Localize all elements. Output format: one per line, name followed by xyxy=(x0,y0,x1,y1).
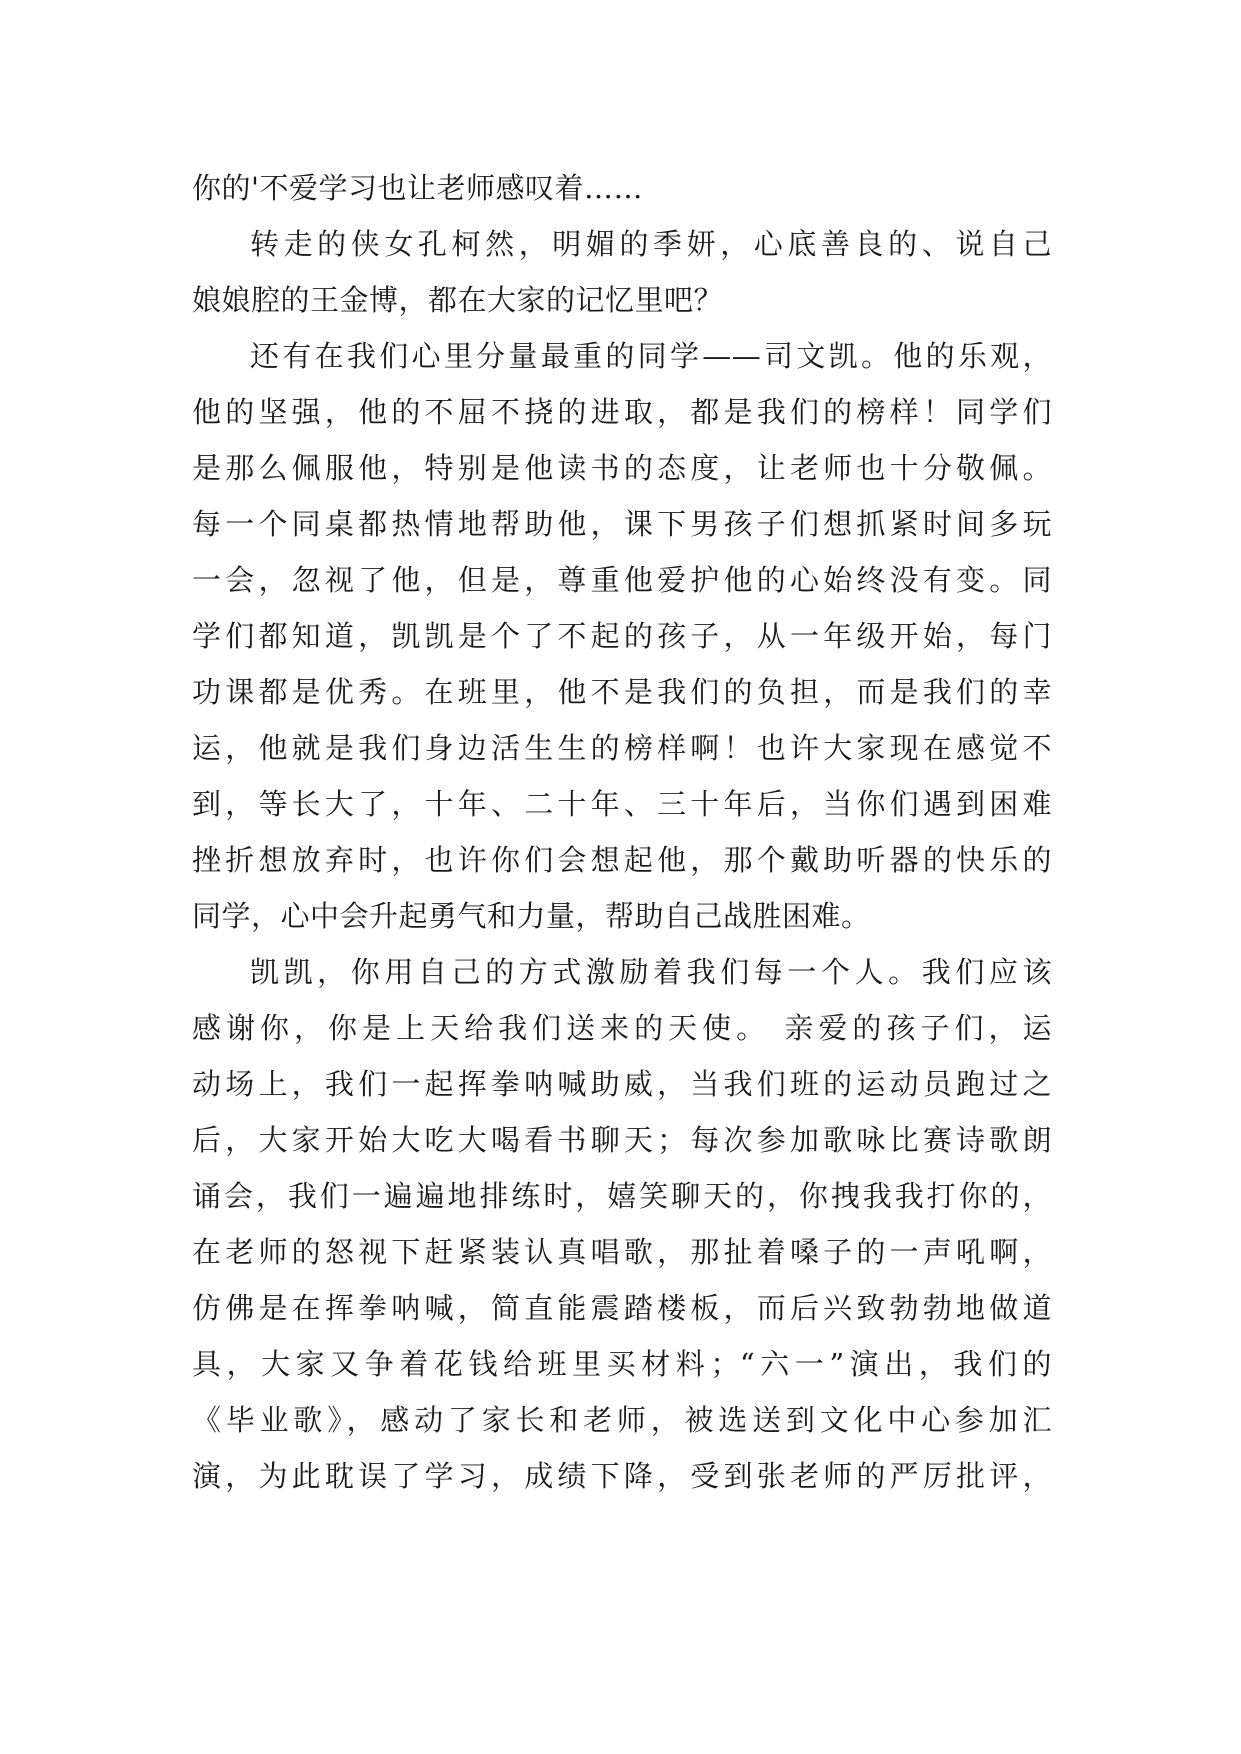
text-line: 在老师的怒视下赶紧装认真唱歌，那扯着嗓子的一声吼啊， xyxy=(192,1235,1052,1269)
text-line: 到，等长大了，十年、二十年、三十年后，当你们遇到困难 xyxy=(192,787,1052,821)
text-line: 挫折想放弃时，也许你们会想起他，那个戴助听器的快乐的 xyxy=(192,843,1052,877)
text-line: 诵会，我们一遍遍地排练时，嬉笑聊天的，你拽我我打你的， xyxy=(192,1179,1052,1213)
text-line: 凯凯，你用自己的方式激励着我们每一个人。我们应该 xyxy=(250,955,1052,989)
text-line: 后，大家开始大吃大喝看书聊天；每次参加歌咏比赛诗歌朗 xyxy=(192,1123,1052,1157)
text-line: 他的坚强，他的不屈不挠的进取，都是我们的榜样！同学们 xyxy=(192,395,1052,429)
text-line: 转走的侠女孔柯然，明媚的季妍，心底善良的、说自己 xyxy=(250,227,1052,261)
text-line: 《毕业歌》，感动了家长和老师，被选送到文化中心参加汇 xyxy=(192,1403,1052,1437)
text-line: 每一个同桌都热情地帮助他，课下男孩子们想抓紧时间多玩 xyxy=(192,507,1052,541)
text-line: 功课都是优秀。在班里，他不是我们的负担，而是我们的幸 xyxy=(192,675,1052,709)
text-line: 是那么佩服他，特别是他读书的态度，让老师也十分敬佩。 xyxy=(192,451,1052,485)
text-line: 同学，心中会升起勇气和力量，帮助自己战胜困难。 xyxy=(192,899,871,933)
text-line: 运，他就是我们身边活生生的榜样啊！也许大家现在感觉不 xyxy=(192,731,1052,765)
text-line: 还有在我们心里分量最重的同学——司文凯。他的乐观， xyxy=(250,339,1052,373)
text-line: 学们都知道，凯凯是个了不起的孩子，从一年级开始，每门 xyxy=(192,619,1052,653)
text-line: 演，为此耽误了学习，成绩下降，受到张老师的严厉批评， xyxy=(192,1459,1052,1493)
text-line: 仿佛是在挥拳呐喊，简直能震踏楼板，而后兴致勃勃地做道 xyxy=(192,1291,1052,1325)
text-line: 感谢你，你是上天给我们送来的天使。 亲爱的孩子们，运 xyxy=(192,1011,1052,1045)
body-text xyxy=(192,160,1052,1504)
text-line: 动场上，我们一起挥拳呐喊助威，当我们班的运动员跑过之 xyxy=(192,1067,1052,1101)
text-line: 一会，忽视了他，但是，尊重他爱护他的心始终没有变。同 xyxy=(192,563,1052,597)
text-line: 娘娘腔的王金博，都在大家的记忆里吧？ xyxy=(192,283,724,317)
text-line: 具，大家又争着花钱给班里买材料；“六一”演出，我们的 xyxy=(192,1347,1052,1381)
text-line: 你的'不爱学习也让老师感叹着…… xyxy=(192,171,643,205)
